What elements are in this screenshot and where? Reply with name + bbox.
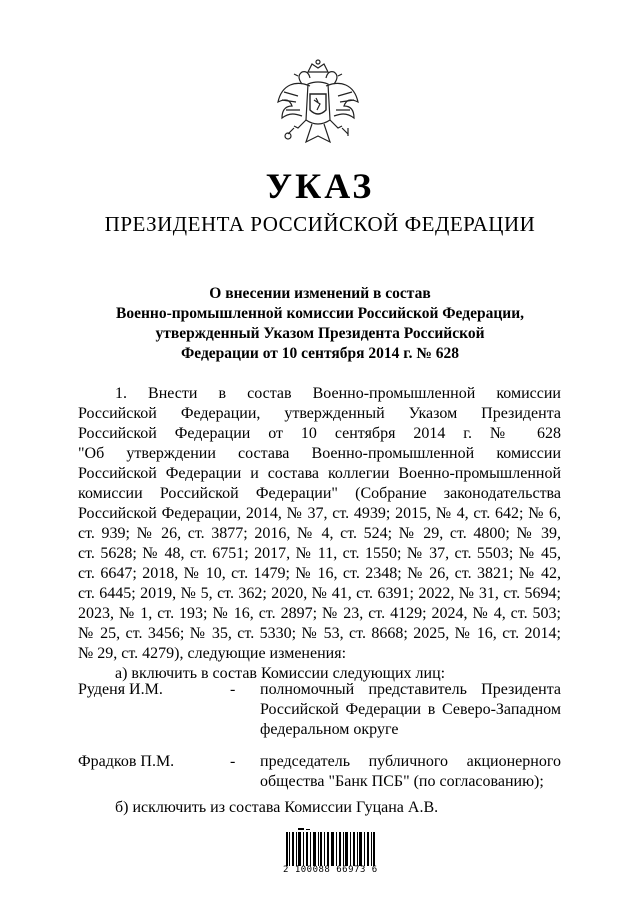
item-a: а) включить в состав Комиссии следующих лиц: xyxy=(115,665,446,682)
item-b: б) исключить из состава Комиссии Гуцана А.В. xyxy=(115,799,439,816)
barcode-number: 2 100088 66973 6 xyxy=(283,865,378,875)
document-title-line: утвержденный Указом Президента Российской xyxy=(155,325,485,342)
position-line: федеральном округе xyxy=(260,721,399,738)
paragraph-line: комиссии Российской Федерации" (Собрание законодательства xyxy=(78,485,561,502)
member-name: Фрадков П.М. xyxy=(78,753,175,770)
document-title-line: Федерации от 10 сентября 2014 г. № 628 xyxy=(180,345,460,362)
member-name: Руденя И.М. xyxy=(78,681,163,698)
paragraph-line: Российской Федерации и состава коллегии Военно-промышленной xyxy=(78,465,561,482)
paragraph-line: Российской Федерации, утвержденный Указом Президента xyxy=(78,405,561,422)
document-type-title: УКАЗ xyxy=(265,166,375,206)
document-title-line: О внесении изменений в состав xyxy=(209,285,431,302)
document-title xyxy=(100,284,540,364)
issuer-subtitle: ПРЕЗИДЕНТА РОССИЙСКОЙ ФЕДЕРАЦИИ xyxy=(104,212,536,236)
position-line: общества "Банк ПСБ" (по согласованию); xyxy=(260,773,544,790)
russian-coat-of-arms-icon xyxy=(272,58,364,154)
member-position xyxy=(260,680,561,740)
paragraph-line: ст. 6445; 2019, № 5, ст. 362; 2020, № 41, ст. 6391; 2022, № 31, ст. 5694; xyxy=(78,585,561,602)
paragraph-line: № 25, ст. 3456; № 35, ст. 5330; № 53, ст. 8668; 2025, № 16, ст. 2014; xyxy=(78,625,561,642)
paragraph-line: Российской Федерации, 2014, № 37, ст. 4939; 2015, № 4, ст. 642; № 6, xyxy=(78,505,561,522)
paragraph-line: "Об утверждении состава Военно-промышленной комиссии xyxy=(78,445,561,462)
entry-dash: - xyxy=(230,753,236,770)
entry-dash: - xyxy=(230,681,236,698)
paragraph-line: 2023, № 1, ст. 193; № 16, ст. 2897; № 23, ст. 4129; 2024, № 4, ст. 503; xyxy=(78,605,561,622)
paragraph-line: 1. Внести в состав Военно-промышленной комиссии xyxy=(115,385,561,402)
position-line: Российской Федерации в Северо-Западном xyxy=(260,701,561,718)
paragraph-line: ст. 5628; № 48, ст. 6751; 2017, № 11, ст. 1550; № 37, ст. 5503; № 45, xyxy=(78,545,561,562)
paragraph-line: Российской Федерации от 10 сентября 2014 г. № 628 xyxy=(78,425,561,442)
document-title-line: Военно-промышленной комиссии Российской Федерации, xyxy=(115,305,524,322)
position-line: председатель публичного акционерного xyxy=(260,753,561,770)
paragraph-line: ст. 939; № 26, ст. 3877; 2016, № 4, ст. 524; № 29, ст. 4800; № 39, xyxy=(78,525,561,542)
paragraph-line: № 29, ст. 4279), следующие изменения: xyxy=(78,645,347,662)
position-line: полномочный представитель Президента xyxy=(260,681,561,698)
member-position xyxy=(260,752,561,792)
paragraph-1 xyxy=(78,384,561,684)
paragraph-line: ст. 6647; 2018, № 10, ст. 1479; № 16, ст. 2348; № 26, ст. 3821; № 42, xyxy=(78,565,561,582)
